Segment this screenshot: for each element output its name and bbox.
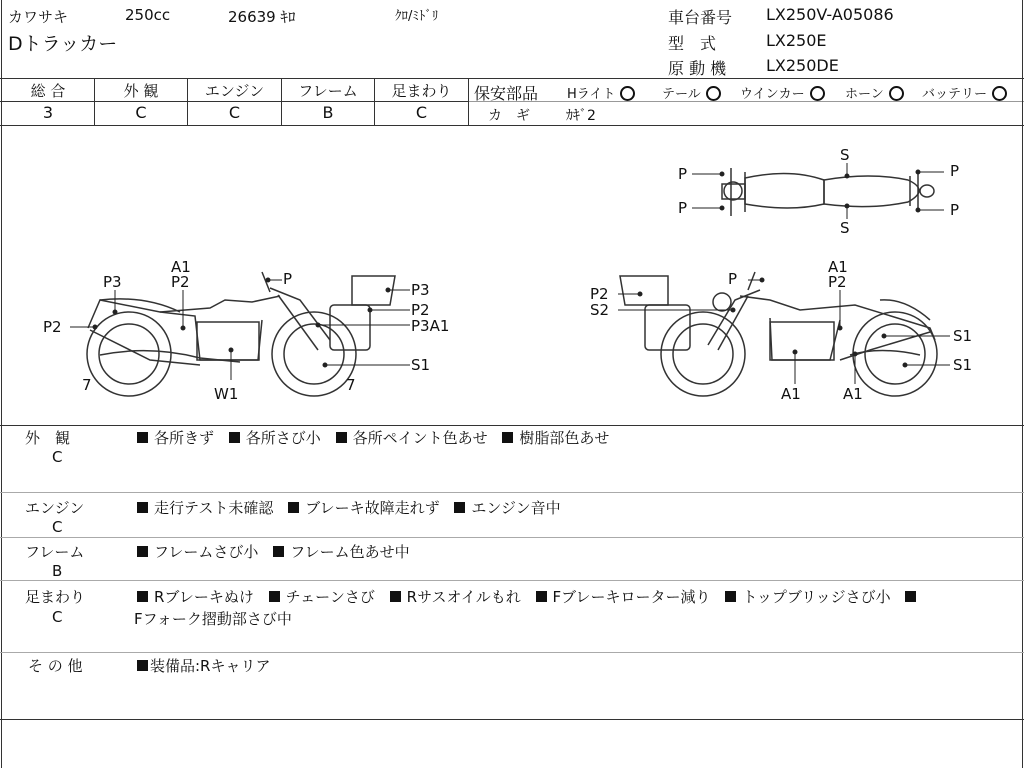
bullet-square-icon: [137, 660, 148, 671]
mileage: 26639 ｷﾛ: [228, 8, 296, 26]
bike-right-view: [620, 272, 937, 396]
grade-engine-label: エンジン: [204, 82, 265, 100]
grade-overall-label: 総 合: [30, 82, 66, 100]
circle-mark-icon: [889, 86, 904, 101]
condition-grade: C: [52, 608, 63, 626]
diagram-label: A1: [171, 258, 191, 276]
safety-item: ホーン: [845, 83, 904, 103]
condition-continuation: Fフォーク摺動部さび中: [134, 610, 292, 628]
diagram-label: S2: [590, 301, 610, 319]
diagram-label: P: [950, 162, 960, 180]
diagram-label: P: [950, 201, 960, 219]
key-label: カ ギ: [488, 108, 530, 124]
safety-title: 保安部品: [474, 84, 539, 103]
diagram-label: P2: [828, 273, 847, 291]
circle-mark-icon: [706, 86, 721, 101]
condition-label: そ の 他: [28, 657, 83, 675]
condition-items: 走行テスト未確認 ブレーキ故障走れず エンジン音中: [137, 497, 561, 518]
divider: [468, 78, 469, 125]
diagram-label: P2: [411, 301, 430, 319]
diagram-label: 7: [82, 376, 92, 394]
circle-mark-icon: [992, 86, 1007, 101]
displacement: 250cc: [125, 6, 171, 24]
diagram-label: P: [283, 270, 293, 288]
diagram-label: P3A1: [411, 317, 450, 335]
divider: [0, 537, 1024, 538]
frame-no-value: LX250V-A05086: [766, 5, 894, 24]
condition-label: フレーム: [25, 543, 85, 561]
safety-item: Hライト: [567, 83, 635, 103]
model-name: Dトラッカー: [8, 33, 118, 55]
damage-diagram: [0, 126, 1024, 424]
divider: [0, 492, 1024, 493]
bullet-square-icon: [390, 591, 401, 602]
engine-label: 原 動 機: [668, 59, 727, 78]
bullet-square-icon: [137, 591, 148, 602]
bullet-square-icon: [137, 546, 148, 557]
diagram-label: P3: [103, 273, 122, 291]
bullet-square-icon: [229, 432, 240, 443]
grade-suspension-value: C: [415, 103, 428, 122]
diagram-label: P: [678, 165, 688, 183]
divider: [0, 101, 468, 102]
condition-items: Rブレーキぬけ チェーンさび Rサスオイルもれ Fブレーキローター減り トップブリッジさび小: [137, 586, 922, 607]
grade-frame-value: B: [322, 103, 334, 122]
condition-label: 外 観: [25, 429, 71, 447]
engine-value: LX250DE: [766, 56, 839, 75]
divider: [0, 652, 1024, 653]
condition-grade: B: [52, 562, 63, 580]
condition-label: エンジン: [25, 499, 85, 517]
safety-item: バッテリー: [922, 83, 1007, 103]
maker: カワサキ: [8, 8, 69, 26]
diagram-label: S: [840, 219, 850, 237]
bullet-square-icon: [137, 432, 148, 443]
diagram-label: P2: [171, 273, 190, 291]
diagram-label: 7: [346, 376, 356, 394]
diagram-label: P: [728, 270, 738, 288]
bike-top-view: [722, 168, 934, 216]
safety-item: テール: [662, 83, 721, 103]
condition-label: 足まわり: [25, 588, 86, 606]
grade-overall-value: 3: [42, 103, 54, 122]
bullet-square-icon: [273, 546, 284, 557]
bullet-square-icon: [725, 591, 736, 602]
diagram-label: P2: [43, 318, 62, 336]
diagram-label: W1: [214, 385, 239, 403]
color: ｸﾛ/ﾐﾄﾞﾘ: [395, 9, 439, 24]
bullet-square-icon: [269, 591, 280, 602]
bullet-square-icon: [336, 432, 347, 443]
condition-items: 装備品:Rキャリア: [137, 655, 270, 676]
grade-suspension-label: 足まわり: [391, 82, 452, 100]
type-label: 型 式: [668, 34, 717, 53]
bullet-square-icon: [905, 591, 916, 602]
grade-exterior-value: C: [135, 103, 147, 122]
divider: [0, 78, 1024, 79]
divider: [0, 580, 1024, 581]
diagram-label: S1: [411, 356, 431, 374]
diagram-label: A1: [828, 258, 848, 276]
bullet-square-icon: [454, 502, 465, 513]
grade-frame-label: フレーム: [298, 82, 358, 100]
condition-grade: C: [52, 518, 63, 536]
circle-mark-icon: [620, 86, 635, 101]
grade-engine-value: C: [228, 103, 241, 122]
diagram-label: A1: [843, 385, 863, 403]
key-value: ｶｷﾞ2: [566, 108, 596, 124]
bullet-square-icon: [288, 502, 299, 513]
condition-items: フレームさび小 フレーム色あせ中: [137, 541, 410, 562]
safety-item: ウインカー: [740, 83, 825, 103]
grade-exterior-label: 外 観: [123, 82, 159, 100]
diagram-label: S1: [953, 356, 973, 374]
diagram-label: P2: [590, 285, 609, 303]
bullet-square-icon: [137, 502, 148, 513]
diagram-label: P: [678, 199, 688, 217]
frame-no-label: 車台番号: [668, 8, 733, 27]
bullet-square-icon: [502, 432, 513, 443]
type-value: LX250E: [766, 31, 827, 50]
diagram-label: S1: [953, 327, 973, 345]
divider: [0, 719, 1024, 720]
bullet-square-icon: [536, 591, 547, 602]
diagram-label: A1: [781, 385, 801, 403]
diagram-label: P3: [411, 281, 430, 299]
condition-items: 各所きず 各所さび小 各所ペイント色あせ 樹脂部色あせ: [137, 427, 609, 448]
condition-grade: C: [52, 448, 63, 466]
diagram-label: S: [840, 146, 850, 164]
circle-mark-icon: [810, 86, 825, 101]
divider: [0, 425, 1024, 426]
